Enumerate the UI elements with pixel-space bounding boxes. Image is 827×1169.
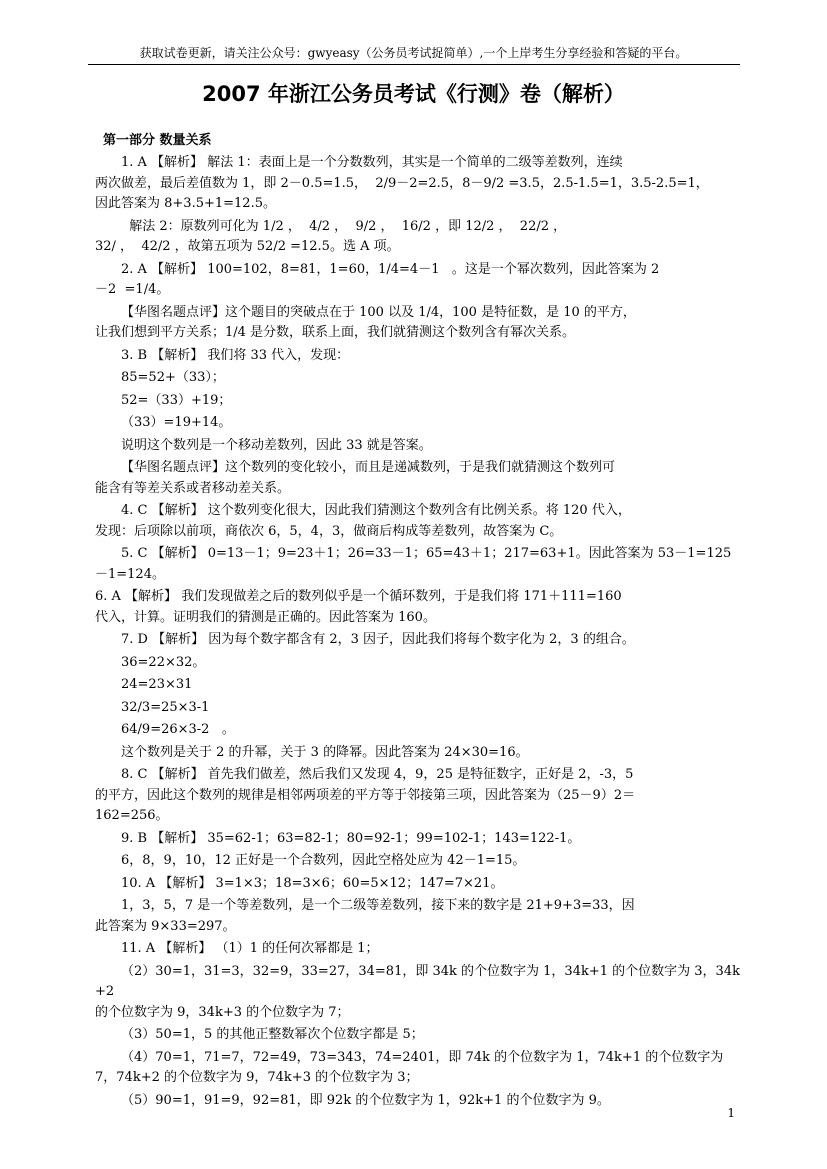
q3-explanation: 3. B 【解析】 我们将 33 代入，发现： xyxy=(121,347,350,363)
q1-explanation: 1. A 【解析】 解法 1：表面上是一个分数数列，其实是一个简单的二级等差数列，连续 两次做差，最后差值数为 1，即 2－0.5=1.5， 2/9－2=2.5，8－9/2 =3.5，2.5-1.5=1，3.5-2.5=1， 因此答案为 8+3.5+1=12.5。 xyxy=(95,155,709,211)
q7-step-4: 64/9=26×3-2 。 xyxy=(121,722,235,737)
q3-step-3: （33）=19+14。 xyxy=(121,415,232,430)
q7-explanation: 7. D 【解析】 因为每个数字都含有 2，3 因子，因此我们将每个数字化为 2，3 的组合。 xyxy=(121,632,635,647)
q6-explanation: 6. A 【解析】 我们发现做差之后的数列似乎是一个循环数列，于是我们将 171＋111=160 代入，计算。证明我们的猜测是正确的。因此答案为 160。 xyxy=(95,589,622,625)
q11-explanation: 11. A 【解析】 （1）1 的任何次幂都是 1； xyxy=(121,941,379,956)
q2-commentary: 【华图名题点评】这个题目的突破点在于 100 以及 1/4，100 是特征数，是 10 的平方， 让我们想到平方关系；1/4 是分数，联系上面，我们就猜测这个数列含有幂次关系。 xyxy=(95,304,636,340)
q7-step-3: 32/3=25×3-1 xyxy=(121,699,210,715)
q7-step-1: 36=22×32。 xyxy=(121,654,206,670)
section-heading: 第一部分 数量关系 xyxy=(103,133,212,148)
q11-point-5: （5）90=1，91=9，92=81，即 92k 的个位数字为 1，92k+1 的个位数字为 9。 xyxy=(121,1092,610,1108)
document-body xyxy=(95,131,741,1113)
q9-conclusion: 6，8，9，10，12 正好是一个合数列，因此空格处应为 42－1=15。 xyxy=(121,853,526,868)
q2-explanation: 2. A 【解析】 100=102，8=81，1=60，1/4=4－1 。这是一个幂次数列，因此答案为 2 －2 =1/4。 xyxy=(95,261,660,297)
q11-point-3: （3）50=1，5 的其他正整数幂次个位数字都是 5； xyxy=(121,1027,424,1042)
q8-explanation: 8. C 【解析】 首先我们做差，然后我们又发现 4，9，25 是特征数字，正好是 2，-3，5 的平方，因此这个数列的规律是相邻两项差的平方等于邻接第三项，因此答案为（25－9）2＝ 162=256。 xyxy=(95,767,636,823)
page-number: 1 xyxy=(727,1106,735,1120)
document-title: 2007 年浙江公务员考试《行测》卷（解析） xyxy=(202,82,625,106)
q4-explanation: 4. C 【解析】 这个数列变化很大，因此我们猜测这个数列含有比例关系。将 120 代入， 发现：后项除以前项，商依次 6，5，4，3，做商后构成等差数列，故答案为 C。 xyxy=(95,503,631,539)
q10-conclusion: 1，3，5，7 是一个等差数列，是一个二级等差数列，接下来的数字是 21+9+3=33，因 此答案为 9×33=297。 xyxy=(95,898,635,934)
q3-step-2: 52=（33）+19； xyxy=(121,392,232,408)
q3-commentary: 【华图名题点评】这个数列的变化较小，而且是递减数列，于是我们就猜测这个数列可 能含有等差关系或者移动差关系。 xyxy=(95,460,616,496)
q5-explanation: 5. C 【解析】 0=13－1；9=23＋1；26=33－1；65=43＋1；217=63+1。因此答案为 53－1=125 －1=124。 xyxy=(95,546,732,582)
header-divider xyxy=(88,64,740,65)
q11-point-4: （4）70=1，71=7，72=49，73=343，74=2401，即 74k 的个位数字为 1，74k+1 的个位数字为 7，74k+2 的个位数字为 9，74k+3 的个位数字为 3； xyxy=(95,1049,724,1085)
q7-conclusion: 这个数列是关于 2 的升幂，关于 3 的降幂。因此答案为 24×30=16。 xyxy=(121,744,529,760)
page-header-notice: 获取试卷更新，请关注公众号：gwyeasy（公务员考试捉简单）,一个上岸考生分享经验和答疑的平台。 xyxy=(139,46,688,60)
q11-point-2: （2）30=1，31=3，32=9，33=27，34=81，即 34k 的个位数字为 1，34k+1 的个位数字为 3，34k+2 的个位数字为 9，34k+3 的个位数字为 7； xyxy=(95,963,740,1020)
q3-conclusion: 说明这个数列是一个移动差数列，因此 33 就是答案。 xyxy=(121,437,432,453)
q1-method-2: 解法 2：原数列可化为 1/2 ， 4/2 ， 9/2 ， 16/2 ，即 12/2 ， 22/2 ， 32/ ， 42/2 ，故第五项为 52/2 =12.5。选 A 项。 xyxy=(95,218,567,254)
q3-step-1: 85=52+（33）； xyxy=(121,370,225,385)
q9-explanation: 9. B 【解析】 35=62-1；63=82-1；80=92-1；99=102-1；143=122-1。 xyxy=(121,830,581,846)
q7-step-2: 24=23×31 xyxy=(121,677,193,692)
q10-explanation: 10. A 【解析】 3=1×3；18=3×6；60=5×12；147=7×21。 xyxy=(121,875,504,891)
